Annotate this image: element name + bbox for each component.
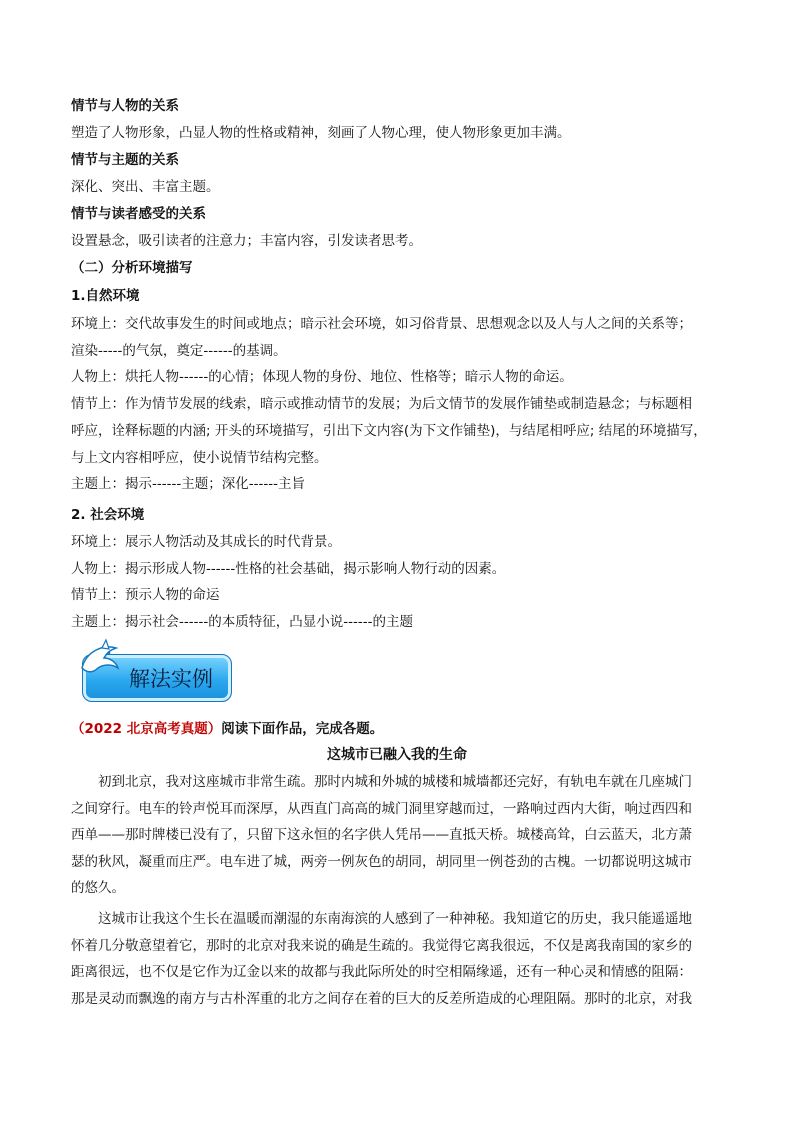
natural-environment-text <box>71 311 726 498</box>
natural-line: 呼应，诠释标题的内涵; 开头的环境描写，引出下文内容(为下文作铺垫)，与结尾相呼应; 结尾的环境描写， <box>71 422 707 439</box>
social-line: 主题上：揭示社会------的本质特征，凸显小说------的主题 <box>71 614 413 631</box>
natural-line: 主题上：揭示------主题；深化------主旨 <box>71 476 305 493</box>
essay-paragraph-2 <box>71 906 726 1012</box>
natural-line: 渲染-----的气氛，奠定------的基调。 <box>71 342 287 359</box>
essay-line: 初到北京，我对这座城市非常生疏。那时内城和外城的城楼和城墙都还完好，有轨电车就在几座城门 <box>98 774 692 790</box>
solution-example-badge <box>82 654 232 702</box>
essay-line: 那是灵动而飘逸的南方与古朴浑重的北方之间存在着的巨大的反差所造成的心理阻隔。那时的北京，对我 <box>71 990 692 1007</box>
essay-paragraph-1 <box>71 769 726 902</box>
text-plot-theme: 深化、突出、丰富主题。 <box>71 179 220 195</box>
natural-line: 环境上：交代故事发生的时间或地点；暗示社会环境，如习俗背景、思想观念以及人与人之间的关系等； <box>71 316 692 332</box>
natural-line: 情节上：作为情节发展的线索，暗示或推动情节的发展；为后文情节的发展作铺垫或制造悬念；与标题相 <box>71 396 692 413</box>
essay-line: 这城市让我这个生长在温暖而潮湿的东南海滨的人感到了一种神秘。我知道它的历史，我只能遥遥地 <box>98 911 692 927</box>
essay-line: 距离很远，也不仅是它作为辽金以来的故都与我此际所处的时空相隔缘遥，还有一种心灵和情感的阻隔： <box>71 964 692 980</box>
natural-line: 人物上：烘托人物------的心情；体现人物的身份、地位、性格等；暗示人物的命运。 <box>71 369 573 386</box>
natural-line: 与上文内容相呼应，使小说情节结构完整。 <box>71 449 328 466</box>
heading-natural-environment: 1.自然环境 <box>71 288 140 304</box>
social-line: 情节上：预示人物的命运 <box>71 587 220 604</box>
question-prompt: 阅读下面作品，完成各题。 <box>221 721 384 737</box>
essay-line: 怀着几分敬意望着它，那时的北京对我来说的确是生疏的。我觉得它离我很远，不仅是离我南国的家乡的 <box>71 937 692 954</box>
essay-title: 这城市已融入我的生命 <box>327 747 467 763</box>
heading-social-environment: 2. 社会环境 <box>71 507 145 523</box>
text-plot-character: 塑造了人物形象，凸显人物的性格或精神，刻画了人物心理，使人物形象更加丰满。 <box>71 125 571 141</box>
social-line: 人物上：揭示形成人物------性格的社会基础，揭示影响人物行动的因素。 <box>71 560 506 577</box>
badge-label: 解法实例 <box>129 667 213 691</box>
question-source: （2022 北京高考真题） <box>71 721 222 737</box>
text-plot-reader: 设置悬念，吸引读者的注意力；丰富内容，引发读者思考。 <box>71 233 422 249</box>
essay-line: 西单——那时牌楼已没有了，只留下这永恒的名字供人凭吊——直抵天桥。城楼高耸，白云蓝天，北方萧 <box>71 827 692 843</box>
heading-plot-reader: 情节与读者感受的关系 <box>71 206 206 222</box>
heading-plot-character: 情节与人物的关系 <box>71 98 179 114</box>
question-line <box>71 719 726 739</box>
essay-line: 之间穿行。电车的铃声悦耳而深厚，从西直门高高的城门洞里穿越而过，一路响过西内大街，响过西四和 <box>71 800 692 817</box>
heading-plot-theme: 情节与主题的关系 <box>71 152 179 168</box>
essay-line: 的悠久。 <box>71 880 125 896</box>
essay-line: 瑟的秋风，凝重而庄严。电车进了城，两旁一例灰色的胡同，胡同里一例苍劲的古槐。一切都说明这城市 <box>71 853 692 870</box>
social-line: 环境上：展示人物活动及其成长的时代背景。 <box>71 534 341 550</box>
social-environment-text <box>71 529 726 636</box>
heading-environment: （二）分析环境描写 <box>71 260 193 276</box>
